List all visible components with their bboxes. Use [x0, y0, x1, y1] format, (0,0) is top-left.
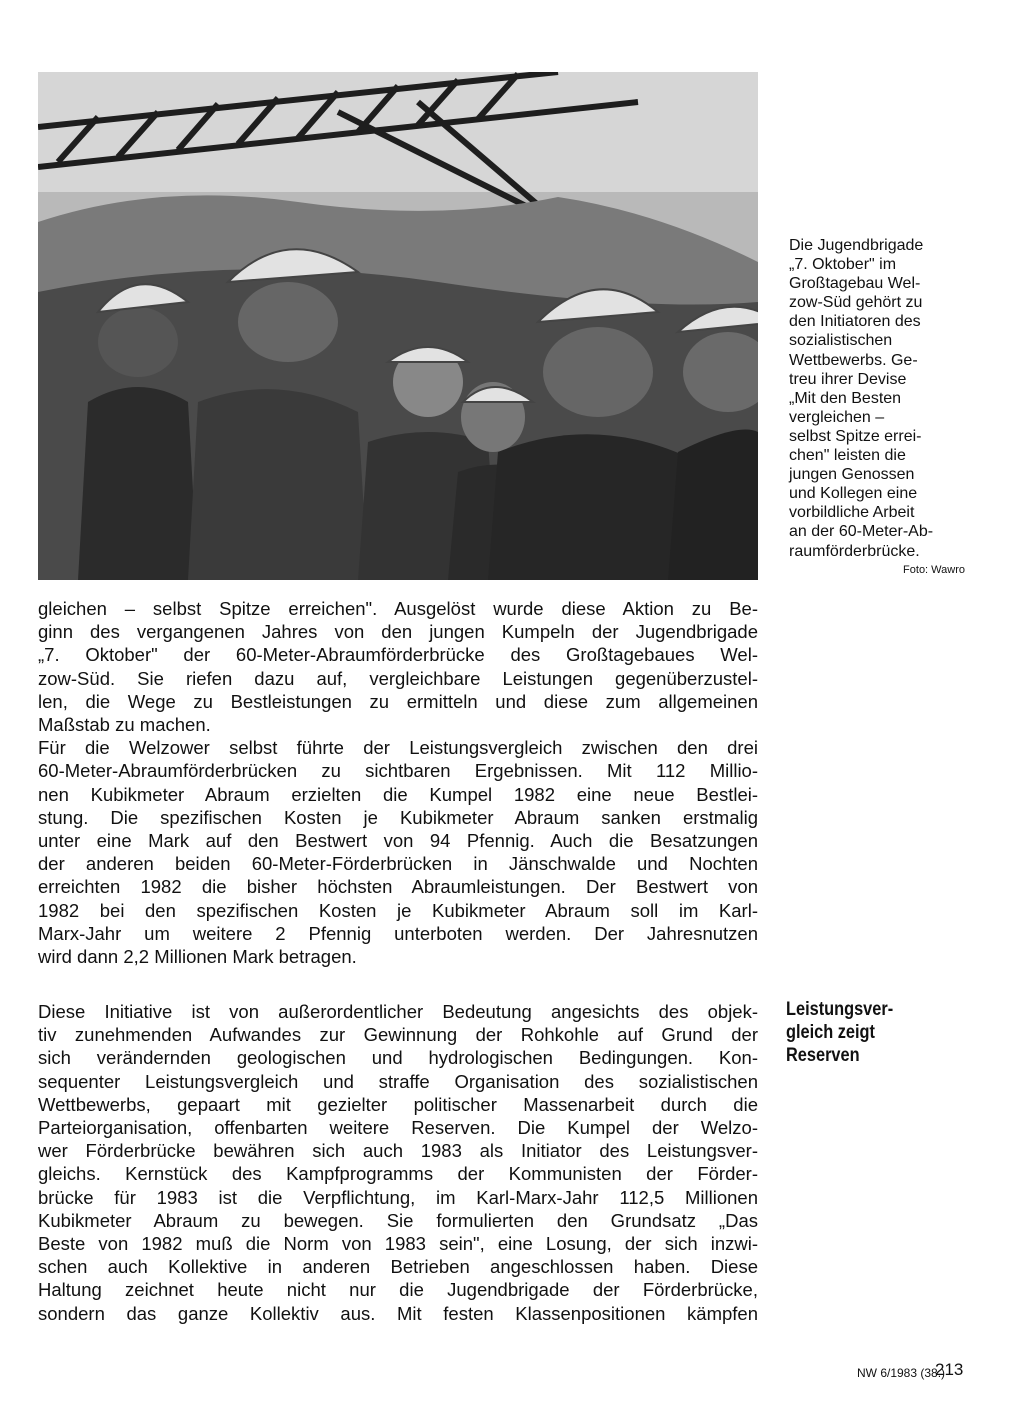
body-paragraph-2 [38, 1000, 758, 1325]
caption-line: „7. Oktober" im [789, 256, 897, 274]
heading-line: Leistungsver- [786, 999, 894, 1020]
text-line: unter eine Mark auf den Bestwert von 94 Pfennig. Auch die Besatzungen [38, 830, 758, 852]
body-paragraph-1 [38, 597, 758, 968]
text-line: Parteiorganisation, offenbarten weitere Reserven. Die Kumpel der Welzo- [38, 1117, 758, 1139]
text-line: „7. Oktober" der 60-Meter-Abraumförderbrücke des Großtagebaues Wel- [38, 644, 758, 666]
text-line: schen auch Kollektive in anderen Betrieben angeschlossen haben. Diese [38, 1256, 758, 1278]
caption-line: und Kollegen eine [789, 485, 918, 503]
text-line: sondern das ganze Kollektiv aus. Mit festen Klassenpositionen kämpfen [38, 1302, 758, 1324]
text-line: Maßstab zu machen. [38, 714, 211, 736]
text-line: brücke für 1983 ist die Verpflichtung, im Karl-Marx-Jahr 112,5 Millionen [38, 1186, 758, 1208]
text-line: tiv zunehmenden Aufwandes zur Gewinnung der Rohkohle auf Grund der [38, 1024, 758, 1046]
text-line: ginn des vergangenen Jahres von den jungen Kumpeln der Jugendbrigade [38, 621, 758, 643]
text-line: stung. Die spezifischen Kosten je Kubikmeter Abraum sanken erstmalig [38, 806, 758, 828]
text-line: wird dann 2,2 Millionen Mark betragen. [38, 946, 357, 968]
text-line: gleichen – selbst Spitze erreichen". Ausgelöst wurde diese Aktion zu Be- [38, 598, 758, 619]
miners-photo [38, 72, 758, 580]
caption-line: Großtagebau Wel- [789, 275, 921, 293]
text-line: erreichten 1982 die bisher höchsten Abraumleistungen. Der Bestwert von [38, 876, 758, 898]
caption-line: Die Jugendbrigade [789, 237, 924, 254]
caption-line: chen" leisten die [789, 447, 906, 465]
heading-line: Reserven [786, 1045, 860, 1066]
section-heading [786, 998, 915, 1067]
miners-photo-illustration [38, 72, 758, 580]
text-line: 1982 bei den spezifischen Kosten je Kubikmeter Abraum soll im Karl- [38, 899, 758, 921]
text-line: Beste von 1982 muß die Norm von 1983 sein", eine Losung, der sich inzwi- [38, 1233, 758, 1255]
page-number: 213 [935, 1360, 964, 1379]
text-line: Diese Initiative ist von außerordentlicher Bedeutung angesichts des objek- [38, 1001, 758, 1022]
caption-line: selbst Spitze errei- [789, 427, 922, 445]
text-line: Marx-Jahr um weitere 2 Pfennig unterboten werden. Der Jahresnutzen [38, 922, 758, 944]
caption-line: treu ihrer Devise [789, 370, 907, 388]
text-line: zow-Süd. Sie riefen dazu auf, vergleichbare Leistungen gegenüberzustel- [38, 667, 758, 689]
text-line: wer Förderbrücke bewähren sich auch 1983 als Initiator des Leistungsver- [38, 1140, 758, 1162]
issue-reference: NW 6/1983 (38.) [857, 1366, 946, 1380]
caption-line: den Initiatoren des [789, 313, 921, 331]
heading-line: gleich zeigt [786, 1022, 875, 1043]
caption-line: an der 60-Meter-Ab- [789, 523, 934, 541]
caption-line: Wettbewerbs. Ge- [789, 351, 918, 369]
text-line: len, die Wege zu Bestleistungen zu ermitteln und diese zum allgemeinen [38, 690, 758, 712]
caption-line: vorbildliche Arbeit [789, 504, 915, 522]
text-line: nen Kubikmeter Abraum erzielten die Kumpel 1982 eine neue Bestlei- [38, 783, 758, 805]
photo-caption [789, 236, 959, 561]
caption-line: „Mit den Besten [789, 389, 902, 407]
text-line: 60-Meter-Abraumförderbrücken zu sichtbaren Ergebnissen. Mit 112 Millio- [38, 760, 758, 782]
text-line: sequenter Leistungsvergleich und straffe Organisation des sozialistischen [38, 1070, 758, 1092]
caption-line: sozialistischen [789, 332, 893, 350]
text-line: Für die Welzower selbst führte der Leistungsvergleich zwischen den drei [38, 737, 758, 759]
text-line: Haltung zeichnet heute nicht nur die Jugendbrigade der Förderbrücke, [38, 1279, 758, 1301]
caption-line: jungen Genossen [789, 466, 915, 484]
caption-line: vergleichen – [789, 408, 885, 426]
text-line: gleichs. Kernstück des Kampfprogramms der Kommunisten der Förder- [38, 1163, 758, 1185]
caption-line: zow-Süd gehört zu [789, 294, 923, 312]
photo-credit: Foto: Wawro [903, 564, 965, 576]
text-line: der anderen beiden 60-Meter-Förderbrücken in Jänschwalde und Nochten [38, 853, 758, 875]
text-line: sich verändernden geologischen und hydrologischen Bedingungen. Kon- [38, 1047, 758, 1069]
caption-line: raumförderbrücke. [789, 542, 920, 560]
text-line: Kubikmeter Abraum zu bewegen. Sie formulierten den Grundsatz „Das [38, 1209, 758, 1231]
text-line: Wettbewerbs, gepaart mit gezielter politischer Massenarbeit durch die [38, 1093, 758, 1115]
